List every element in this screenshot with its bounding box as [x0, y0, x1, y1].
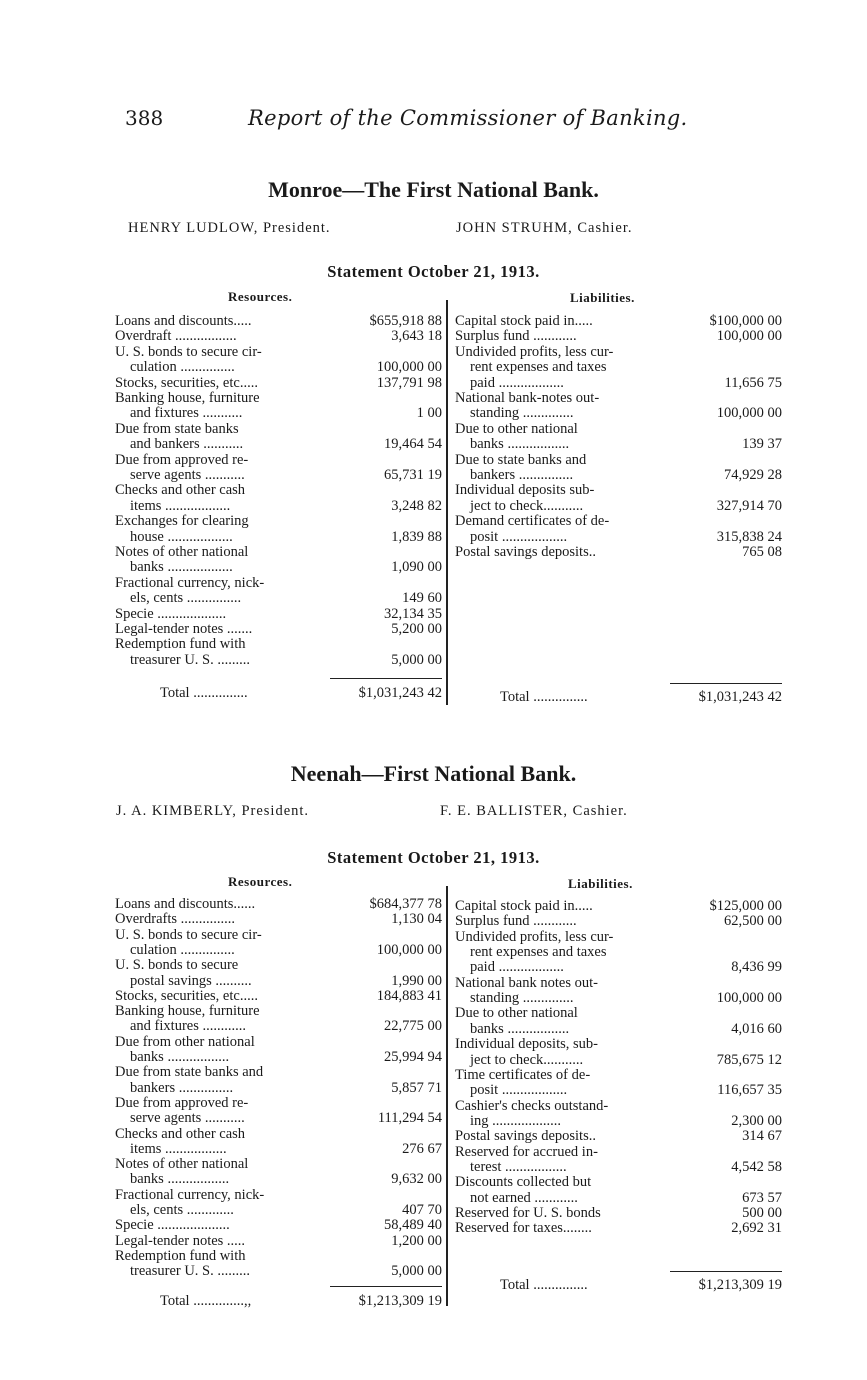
line-amount: 315,838 24 [716, 528, 782, 545]
cashier-name: JOHN STRUHM, Cashier. [456, 220, 633, 236]
total-label: Total ..............,, [160, 1293, 252, 1309]
line-label: Specie .................... [115, 1217, 230, 1234]
line-amount: 5,000 00 [391, 651, 442, 668]
line-label: Fractional currency, nick- [115, 574, 265, 591]
total-rule [670, 1271, 782, 1272]
line-label: U. S. bonds to secure cir- [115, 343, 262, 360]
line-label: house .................. [130, 528, 233, 545]
line-label: ject to check........... [470, 497, 584, 514]
line-amount: 100,000 00 [376, 941, 442, 958]
line-amount: 5,857 71 [391, 1079, 442, 1096]
page-number: 388 [125, 106, 164, 130]
line-label: not earned ............ [470, 1189, 578, 1206]
line-label: Banking house, furniture [115, 1003, 260, 1020]
line-label: Legal-tender notes ....... [115, 621, 253, 637]
total-amount: $1,031,243 42 [698, 689, 782, 705]
line-label: Stocks, securities, etc..... [115, 987, 258, 1004]
line-label: Individual deposits sub- [455, 482, 595, 499]
total-rule [330, 1286, 442, 1287]
line-label: Reserved for U. S. bonds [455, 1205, 601, 1221]
line-amount: 785,675 12 [716, 1051, 782, 1068]
line-label: Overdrafts ............... [115, 911, 236, 928]
liabilities-heading: Liabilities. [568, 876, 633, 891]
line-amount: 4,542 58 [731, 1158, 782, 1175]
line-label: postal savings .......... [130, 972, 252, 989]
line-amount: 765 08 [742, 544, 782, 560]
line-label: and fixtures ........... [130, 405, 243, 422]
line-label: Overdraft ................. [115, 328, 237, 345]
bank-title: Monroe—The First National Bank. [268, 177, 599, 202]
president-name: J. A. KIMBERLY, President. [116, 803, 310, 819]
line-amount: 1,090 00 [391, 559, 442, 576]
line-amount: 100,000 00 [716, 990, 782, 1007]
line-amount: 5,000 00 [391, 1263, 442, 1280]
total-amount: $1,031,243 42 [358, 685, 442, 701]
line-label: Time certificates of de- [455, 1066, 591, 1083]
liabilities-heading: Liabilities. [570, 290, 635, 305]
line-label: Cashier's checks outstand- [455, 1097, 609, 1114]
line-label: banks ................. [130, 1049, 230, 1065]
line-label: culation ............... [130, 941, 235, 958]
total-amount: $1,213,309 19 [358, 1293, 442, 1309]
total-label: Total ............... [160, 685, 248, 701]
line-label: Undivided profits, less cur- [455, 928, 614, 945]
total-rule [670, 683, 782, 684]
line-label: items ................. [130, 1140, 227, 1157]
line-amount: 22,775 00 [384, 1018, 442, 1035]
line-label: Legal-tender notes ..... [115, 1232, 246, 1249]
line-label: Postal savings deposits.. [455, 544, 596, 560]
line-amount: 500 00 [742, 1205, 782, 1221]
president-name: HENRY LUDLOW, President. [128, 220, 331, 236]
line-label: National bank notes out- [455, 974, 598, 991]
line-label: items .................. [130, 497, 231, 514]
line-label: Banking house, furniture [115, 390, 260, 406]
line-label: banks ................. [130, 1171, 230, 1188]
resources-heading: Resources. [228, 289, 293, 304]
line-label: Due from other national [115, 1033, 255, 1050]
line-label: Notes of other national [115, 1156, 249, 1173]
line-label: Fractional currency, nick- [115, 1186, 265, 1203]
line-label: standing .............. [470, 405, 574, 422]
line-amount: 1,130 04 [391, 911, 442, 928]
line-amount: 3,643 18 [391, 328, 442, 345]
line-label: Surplus fund ............ [455, 328, 577, 345]
line-amount: 74,929 28 [724, 467, 782, 483]
line-label: banks .................. [130, 559, 233, 576]
line-label: Checks and other cash [115, 482, 246, 499]
line-amount: 32,134 35 [384, 605, 442, 622]
line-amount: 8,436 99 [731, 959, 782, 976]
line-amount: 62,500 00 [724, 913, 782, 930]
line-label: els, cents ............. [130, 1202, 234, 1218]
line-amount: 673 57 [742, 1189, 782, 1206]
statement-date: Statement October 21, 1913. [327, 262, 540, 281]
line-label: Loans and discounts...... [115, 896, 256, 912]
line-label: treasurer U. S. ......... [130, 1263, 251, 1280]
line-amount: 116,657 35 [717, 1082, 782, 1099]
line-label: Undivided profits, less cur- [455, 343, 614, 360]
line-label: Due to state banks and [455, 451, 587, 468]
line-label: Surplus fund ............ [455, 913, 577, 930]
line-label: U. S. bonds to secure [115, 957, 239, 974]
running-head: Report of the Commissioner of Banking. [248, 106, 688, 130]
line-amount: 149 60 [402, 590, 442, 607]
line-amount: 1 00 [416, 405, 442, 422]
line-label: rent expenses and taxes [470, 359, 607, 376]
line-label: serve agents ........... [130, 1110, 245, 1127]
total-label: Total ............... [500, 689, 588, 705]
line-amount: 65,731 19 [384, 467, 442, 483]
line-label: Reserved for taxes........ [455, 1220, 592, 1237]
line-amount: 58,489 40 [384, 1217, 442, 1234]
line-amount: 407 70 [402, 1202, 442, 1218]
line-label: banks ................. [470, 1020, 570, 1037]
line-label: paid .................. [470, 959, 564, 976]
line-label: standing .............. [470, 990, 574, 1007]
total-rule [330, 678, 442, 679]
cashier-name: F. E. BALLISTER, Cashier. [440, 803, 628, 819]
line-label: Due from approved re- [115, 451, 249, 468]
line-amount: 100,000 00 [376, 359, 442, 376]
line-label: National bank-notes out- [455, 390, 600, 406]
line-label: ing ................... [470, 1112, 562, 1129]
line-label: Redemption fund with [115, 1247, 246, 1264]
line-label: Due from state banks and [115, 1064, 264, 1081]
line-amount: 100,000 00 [716, 405, 782, 422]
line-amount: 184,883 41 [376, 987, 442, 1004]
line-label: Reserved for accrued in- [455, 1143, 598, 1160]
statement-date: Statement October 21, 1913. [327, 848, 540, 867]
line-amount: 314 67 [742, 1128, 782, 1145]
line-label: treasurer U. S. ......... [130, 651, 251, 668]
line-amount: 327,914 70 [716, 497, 782, 514]
line-amount: 139 37 [742, 436, 782, 453]
line-amount: 100,000 00 [716, 328, 782, 345]
line-label: ject to check........... [470, 1051, 584, 1068]
line-label: banks ................. [470, 436, 570, 453]
line-label: Postal savings deposits.. [455, 1128, 596, 1145]
line-amount: $100,000 00 [709, 313, 782, 329]
line-label: and bankers ........... [130, 436, 244, 453]
line-label: Specie ................... [115, 605, 227, 622]
line-label: bankers ............... [130, 1079, 234, 1096]
line-label: posit .................. [470, 528, 568, 545]
line-amount: 111,294 54 [377, 1110, 442, 1127]
resources-heading: Resources. [228, 874, 293, 889]
line-label: Notes of other national [115, 544, 249, 560]
line-amount: 2,692 31 [731, 1220, 782, 1237]
line-label: paid .................. [470, 374, 564, 391]
line-label: posit .................. [470, 1082, 568, 1099]
total-amount: $1,213,309 19 [698, 1277, 782, 1293]
line-label: and fixtures ............ [130, 1018, 246, 1035]
line-label: Exchanges for clearing [115, 513, 249, 530]
line-amount: 1,200 00 [391, 1232, 442, 1249]
line-amount: 3,248 82 [391, 497, 442, 514]
line-label: Capital stock paid in..... [455, 898, 593, 914]
line-label: Due to other national [455, 420, 578, 437]
line-label: culation ............... [130, 359, 235, 376]
line-label: Demand certificates of de- [455, 513, 610, 530]
line-label: Individual deposits, sub- [455, 1036, 598, 1053]
line-label: U. S. bonds to secure cir- [115, 926, 262, 943]
line-label: Loans and discounts..... [115, 313, 252, 329]
line-label: Due to other national [455, 1005, 578, 1022]
line-label: rent expenses and taxes [470, 944, 607, 961]
line-amount: 2,300 00 [731, 1112, 782, 1129]
line-amount: 9,632 00 [391, 1171, 442, 1188]
line-amount: 4,016 60 [731, 1020, 782, 1037]
line-amount: 276 67 [402, 1140, 442, 1157]
line-amount: 1,990 00 [391, 972, 442, 989]
line-amount: 19,464 54 [384, 436, 442, 453]
line-amount: $655,918 88 [369, 313, 442, 329]
line-label: Redemption fund with [115, 636, 246, 653]
line-amount: 11,656 75 [724, 374, 782, 391]
line-label: Due from approved re- [115, 1094, 249, 1111]
line-amount: 5,200 00 [391, 621, 442, 637]
column-divider [446, 886, 448, 1306]
line-amount: $125,000 00 [709, 898, 782, 914]
line-amount: $684,377 78 [369, 896, 442, 912]
line-amount: 137,791 98 [376, 374, 442, 391]
line-label: bankers ............... [470, 467, 574, 483]
line-label: Due from state banks [115, 420, 239, 437]
line-label: Capital stock paid in..... [455, 313, 593, 329]
line-amount: 1,839 88 [391, 528, 442, 545]
line-label: Checks and other cash [115, 1125, 246, 1142]
total-label: Total ............... [500, 1277, 588, 1293]
line-label: els, cents ............... [130, 590, 242, 607]
line-label: Discounts collected but [455, 1174, 592, 1191]
line-label: Stocks, securities, etc..... [115, 374, 258, 391]
line-label: serve agents ........... [130, 467, 245, 483]
bank-title: Neenah—First National Bank. [290, 761, 577, 786]
column-divider [446, 300, 448, 705]
line-amount: 25,994 94 [384, 1049, 442, 1065]
line-label: terest ................. [470, 1158, 567, 1175]
